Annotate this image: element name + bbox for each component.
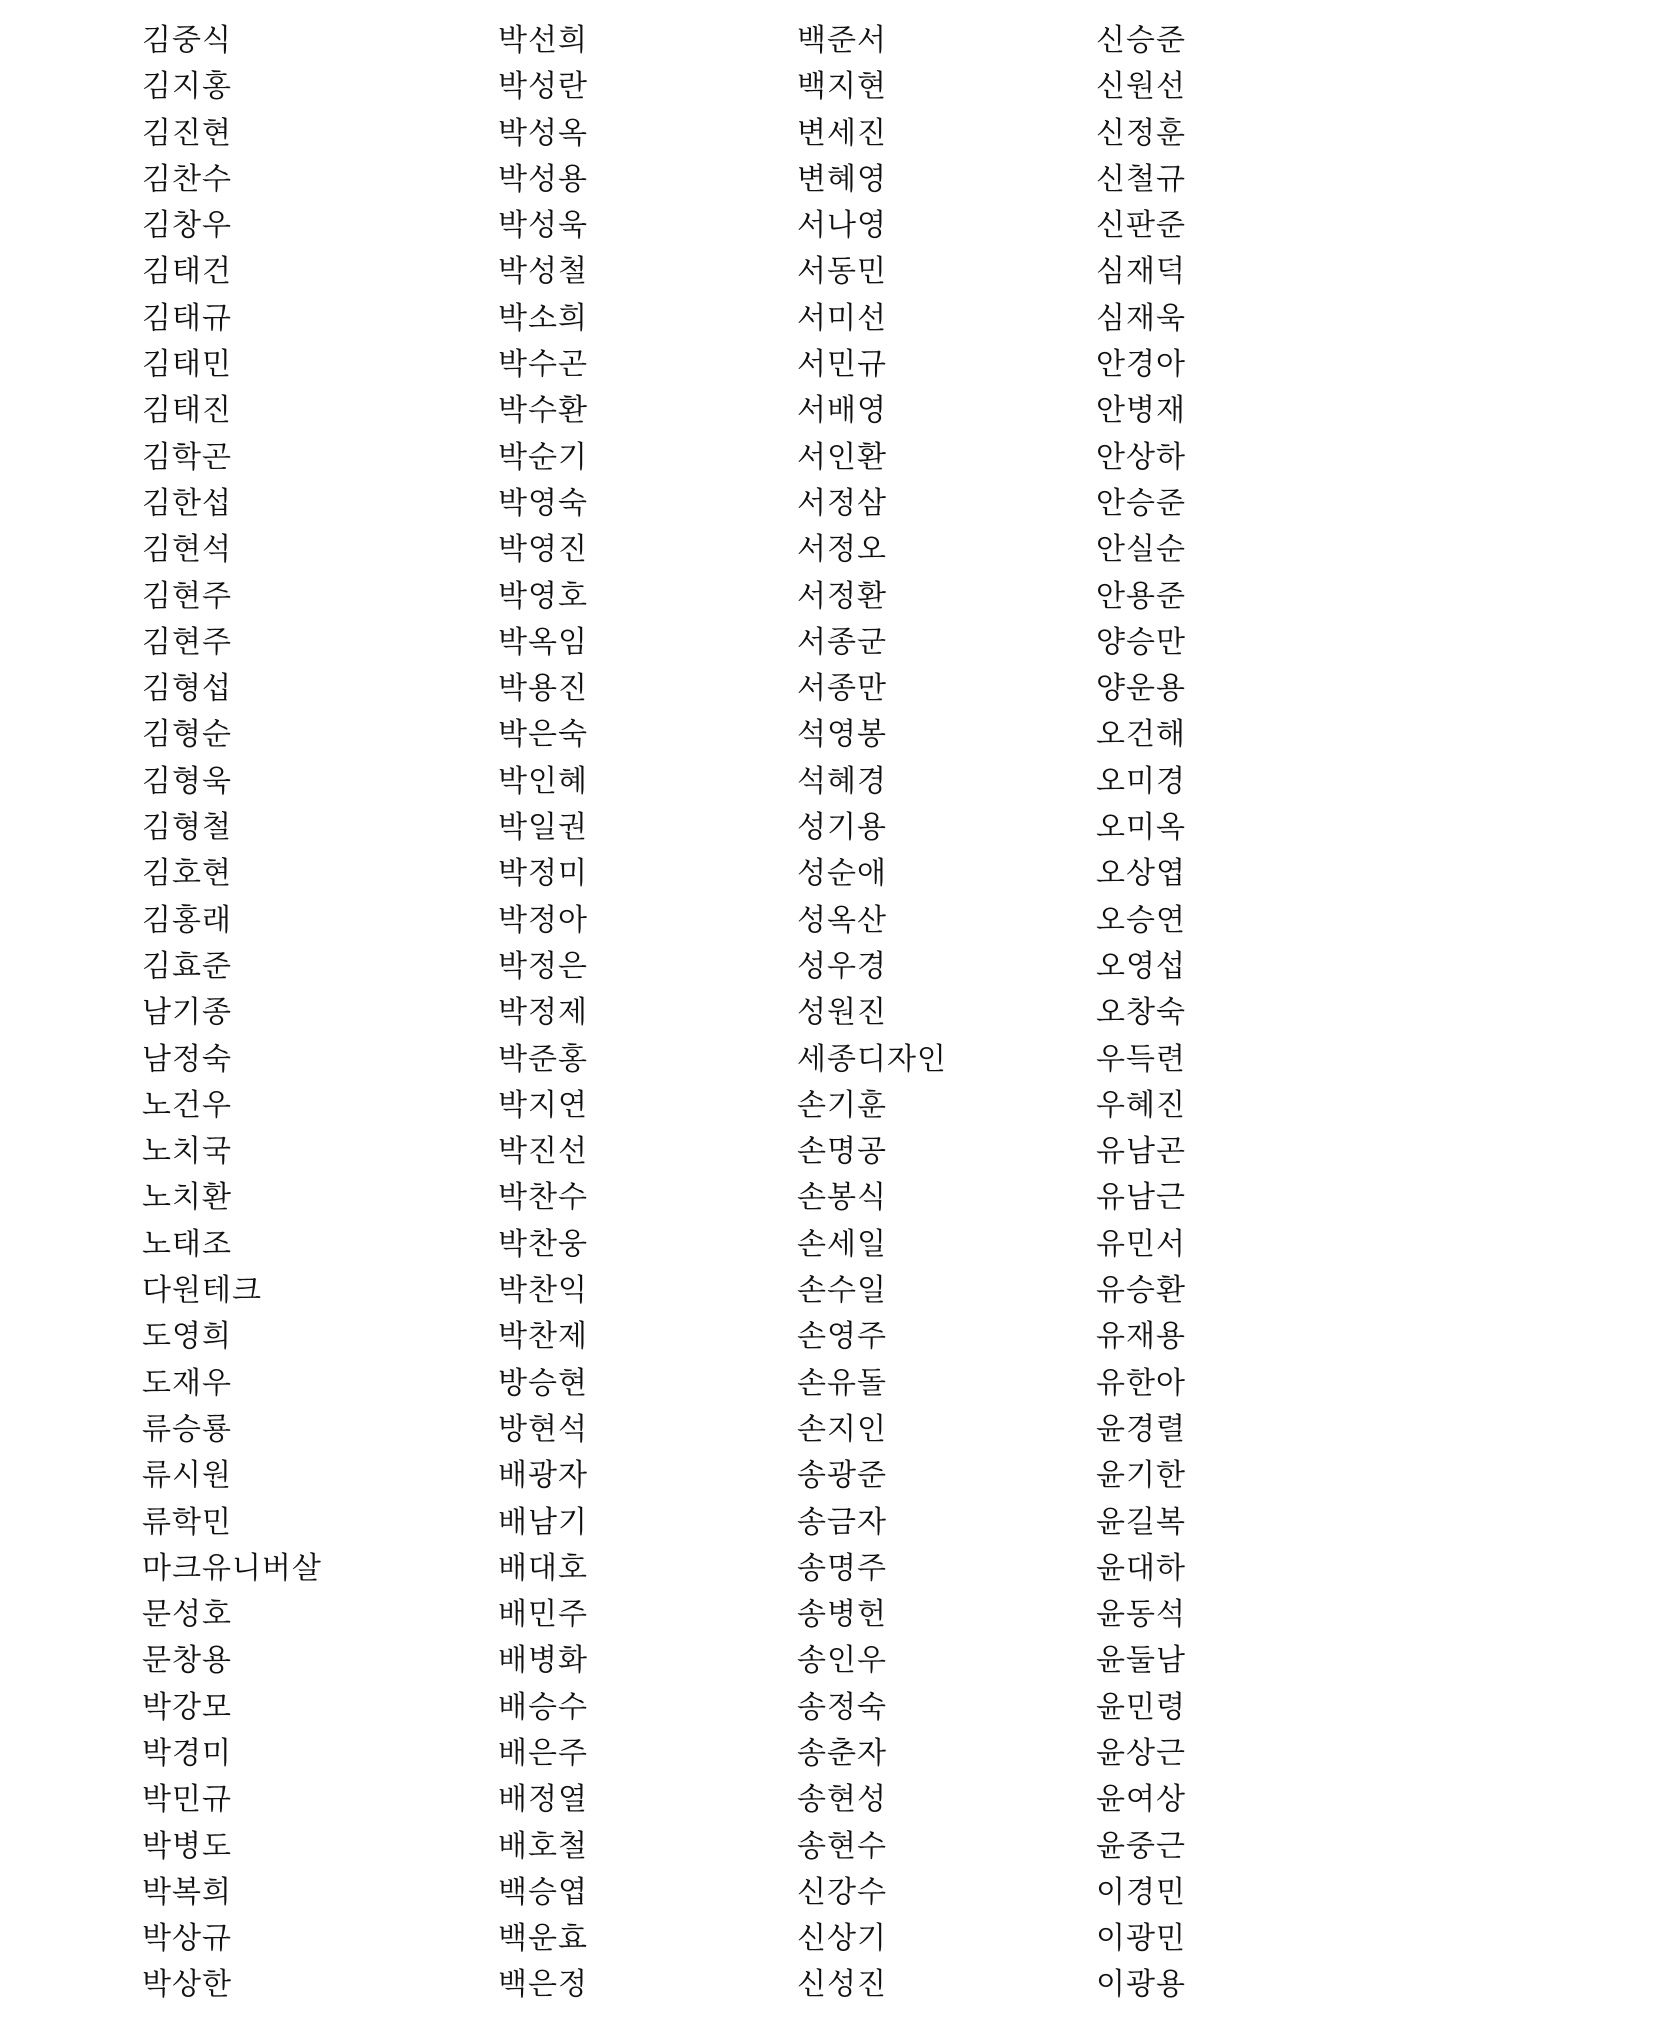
name-entry: 박선희 xyxy=(498,23,588,58)
name-entry: 유민서 xyxy=(1096,1226,1186,1262)
name-entry: 김현석 xyxy=(142,532,232,568)
name-entry: 서배영 xyxy=(797,393,887,429)
name-column-4 xyxy=(1096,18,1186,2009)
name-entry: 양운용 xyxy=(1096,671,1186,707)
name-entry: 신성진 xyxy=(797,1967,887,2003)
name-entry: 유남곤 xyxy=(1096,1134,1186,1170)
name-entry: 안실순 xyxy=(1096,532,1186,568)
name-entry: 신상기 xyxy=(797,1921,887,1957)
name-entry: 백준서 xyxy=(797,23,887,58)
name-entry: 서종만 xyxy=(797,671,887,707)
name-entry: 이광용 xyxy=(1096,1967,1186,2003)
name-entry: 윤길복 xyxy=(1096,1504,1186,1540)
name-entry: 박정아 xyxy=(498,902,588,938)
name-entry: 김학곤 xyxy=(142,439,232,475)
name-entry: 송명주 xyxy=(797,1550,887,1586)
name-entry: 도영희 xyxy=(142,1319,232,1355)
name-entry: 박성옥 xyxy=(498,115,588,151)
name-entry: 윤여상 xyxy=(1096,1782,1186,1818)
name-entry: 윤대하 xyxy=(1096,1550,1186,1586)
name-entry: 서동민 xyxy=(797,254,887,290)
name-entry: 박순기 xyxy=(498,439,588,475)
name-entry: 김현주 xyxy=(142,578,232,614)
name-entry: 우혜진 xyxy=(1096,1087,1186,1123)
name-entry: 우득련 xyxy=(1096,1041,1186,1077)
name-entry: 손명공 xyxy=(797,1134,887,1170)
name-entry: 성기용 xyxy=(797,810,887,846)
name-entry: 김태진 xyxy=(142,393,232,429)
name-entry: 안경아 xyxy=(1096,347,1186,383)
name-entry: 유한아 xyxy=(1096,1365,1186,1401)
name-entry: 유승환 xyxy=(1096,1273,1186,1309)
name-entry: 석혜경 xyxy=(797,763,887,799)
name-entry: 서미선 xyxy=(797,300,887,336)
name-entry: 손영주 xyxy=(797,1319,887,1355)
name-entry: 윤둘남 xyxy=(1096,1643,1186,1679)
name-entry: 김형순 xyxy=(142,717,232,753)
name-entry: 김홍래 xyxy=(142,902,232,938)
name-entry: 오창숙 xyxy=(1096,995,1186,1031)
name-entry: 심재덕 xyxy=(1096,254,1186,290)
name-entry: 배병화 xyxy=(498,1643,588,1679)
name-entry: 박복희 xyxy=(142,1874,232,1910)
name-entry: 류시원 xyxy=(142,1458,232,1494)
name-entry: 다원테크 xyxy=(142,1273,262,1309)
name-entry: 박병도 xyxy=(142,1828,232,1864)
name-entry: 서인환 xyxy=(797,439,887,475)
name-entry: 석영봉 xyxy=(797,717,887,753)
name-entry: 윤민령 xyxy=(1096,1689,1186,1725)
name-entry: 유남근 xyxy=(1096,1180,1186,1216)
name-entry: 윤상근 xyxy=(1096,1735,1186,1771)
name-entry: 박정은 xyxy=(498,948,588,984)
name-entry: 유재용 xyxy=(1096,1319,1186,1355)
name-entry: 성우경 xyxy=(797,948,887,984)
name-entry: 송현수 xyxy=(797,1828,887,1864)
name-entry: 세종디자인 xyxy=(797,1041,947,1077)
name-entry: 박찬제 xyxy=(498,1319,588,1355)
name-entry: 손수일 xyxy=(797,1273,887,1309)
name-entry: 박은숙 xyxy=(498,717,588,753)
name-entry: 박성란 xyxy=(498,69,588,105)
name-entry: 김태민 xyxy=(142,347,232,383)
name-entry: 박용진 xyxy=(498,671,588,707)
name-entry: 성옥산 xyxy=(797,902,887,938)
name-entry: 안상하 xyxy=(1096,439,1186,475)
name-entry: 박정미 xyxy=(498,856,588,892)
name-entry: 김중식 xyxy=(142,23,232,58)
name-entry: 오미경 xyxy=(1096,763,1186,799)
name-entry: 박민규 xyxy=(142,1782,232,1818)
name-entry: 김호현 xyxy=(142,856,232,892)
name-entry: 송정숙 xyxy=(797,1689,887,1725)
name-entry: 김태건 xyxy=(142,254,232,290)
name-entry: 송금자 xyxy=(797,1504,887,1540)
name-entry: 서정삼 xyxy=(797,485,887,521)
name-entry: 손유돌 xyxy=(797,1365,887,1401)
name-entry: 노치환 xyxy=(142,1180,232,1216)
name-entry: 배은주 xyxy=(498,1735,588,1771)
name-entry: 김형섭 xyxy=(142,671,232,707)
name-entry: 오미옥 xyxy=(1096,810,1186,846)
name-entry: 서종군 xyxy=(797,624,887,660)
name-entry: 송현성 xyxy=(797,1782,887,1818)
name-entry: 배대호 xyxy=(498,1550,588,1586)
name-entry: 김현주 xyxy=(142,624,232,660)
name-entry: 박성철 xyxy=(498,254,588,290)
name-entry: 윤경렬 xyxy=(1096,1411,1186,1447)
name-entry: 안병재 xyxy=(1096,393,1186,429)
name-entry: 배남기 xyxy=(498,1504,588,1540)
name-entry: 서민규 xyxy=(797,347,887,383)
name-entry: 도재우 xyxy=(142,1365,232,1401)
name-entry: 양승만 xyxy=(1096,624,1186,660)
name-entry: 배광자 xyxy=(498,1458,588,1494)
name-entry: 서정오 xyxy=(797,532,887,568)
name-entry: 백은정 xyxy=(498,1967,588,2003)
name-entry: 심재욱 xyxy=(1096,300,1186,336)
name-entry: 배호철 xyxy=(498,1828,588,1864)
name-entry: 오승연 xyxy=(1096,902,1186,938)
name-entry: 이경민 xyxy=(1096,1874,1186,1910)
name-entry: 방승현 xyxy=(498,1365,588,1401)
name-entry: 박수환 xyxy=(498,393,588,429)
name-entry: 김태규 xyxy=(142,300,232,336)
name-entry: 신철규 xyxy=(1096,161,1186,197)
name-entry: 박찬익 xyxy=(498,1273,588,1309)
name-entry: 박강모 xyxy=(142,1689,232,1725)
name-entry: 박인혜 xyxy=(498,763,588,799)
name-entry: 변세진 xyxy=(797,115,887,151)
name-entry: 박정제 xyxy=(498,995,588,1031)
name-entry: 김지홍 xyxy=(142,69,232,105)
name-entry: 성순애 xyxy=(797,856,887,892)
name-entry: 박상규 xyxy=(142,1921,232,1957)
name-entry: 손세일 xyxy=(797,1226,887,1262)
name-entry: 류승룡 xyxy=(142,1411,232,1447)
name-entry: 신승준 xyxy=(1096,23,1186,58)
name-entry: 신원선 xyxy=(1096,69,1186,105)
name-entry: 박소희 xyxy=(498,300,588,336)
name-entry: 신판준 xyxy=(1096,208,1186,244)
name-entry: 김효준 xyxy=(142,948,232,984)
name-entry: 박지연 xyxy=(498,1087,588,1123)
name-entry: 이광민 xyxy=(1096,1921,1186,1957)
name-entry: 윤동석 xyxy=(1096,1597,1186,1633)
name-entry: 마크유니버살 xyxy=(142,1550,322,1586)
name-entry: 배승수 xyxy=(498,1689,588,1725)
name-entry: 박성용 xyxy=(498,161,588,197)
name-entry: 노태조 xyxy=(142,1226,232,1262)
name-entry: 박경미 xyxy=(142,1735,232,1771)
name-entry: 오상엽 xyxy=(1096,856,1186,892)
name-entry: 안승준 xyxy=(1096,485,1186,521)
name-entry: 박영호 xyxy=(498,578,588,614)
name-entry: 박수곤 xyxy=(498,347,588,383)
name-entry: 김진현 xyxy=(142,115,232,151)
name-entry: 송춘자 xyxy=(797,1735,887,1771)
name-entry: 손기훈 xyxy=(797,1087,887,1123)
name-entry: 박영진 xyxy=(498,532,588,568)
name-entry: 윤중근 xyxy=(1096,1828,1186,1864)
name-entry: 김창우 xyxy=(142,208,232,244)
name-entry: 류학민 xyxy=(142,1504,232,1540)
name-entry: 노건우 xyxy=(142,1087,232,1123)
name-entry: 김찬수 xyxy=(142,161,232,197)
name-entry: 오건해 xyxy=(1096,717,1186,753)
name-column-2 xyxy=(498,18,588,2009)
name-entry: 신강수 xyxy=(797,1874,887,1910)
name-entry: 안용준 xyxy=(1096,578,1186,614)
name-entry: 손지인 xyxy=(797,1411,887,1447)
name-entry: 백지현 xyxy=(797,69,887,105)
name-entry: 윤기한 xyxy=(1096,1458,1186,1494)
name-entry: 박진선 xyxy=(498,1134,588,1170)
name-entry: 박찬웅 xyxy=(498,1226,588,1262)
name-entry: 송광준 xyxy=(797,1458,887,1494)
name-entry: 신정훈 xyxy=(1096,115,1186,151)
name-entry: 박일권 xyxy=(498,810,588,846)
name-entry: 성원진 xyxy=(797,995,887,1031)
name-entry: 박성욱 xyxy=(498,208,588,244)
name-entry: 남정숙 xyxy=(142,1041,232,1077)
name-entry: 배정열 xyxy=(498,1782,588,1818)
name-entry: 서나영 xyxy=(797,208,887,244)
name-entry: 박옥임 xyxy=(498,624,588,660)
name-entry: 오영섭 xyxy=(1096,948,1186,984)
name-entry: 백운효 xyxy=(498,1921,588,1957)
name-entry: 김형철 xyxy=(142,810,232,846)
name-entry: 박찬수 xyxy=(498,1180,588,1216)
name-entry: 송인우 xyxy=(797,1643,887,1679)
name-entry: 김한섭 xyxy=(142,485,232,521)
name-entry: 노치국 xyxy=(142,1134,232,1170)
name-column-1 xyxy=(142,18,322,2009)
name-entry: 문성호 xyxy=(142,1597,232,1633)
name-entry: 변혜영 xyxy=(797,161,887,197)
name-entry: 손봉식 xyxy=(797,1180,887,1216)
name-entry: 김형욱 xyxy=(142,763,232,799)
name-entry: 방현석 xyxy=(498,1411,588,1447)
name-entry: 박준홍 xyxy=(498,1041,588,1077)
name-entry: 박영숙 xyxy=(498,485,588,521)
name-entry: 서정환 xyxy=(797,578,887,614)
name-entry: 박상한 xyxy=(142,1967,232,2003)
name-entry: 백승엽 xyxy=(498,1874,588,1910)
name-entry: 남기종 xyxy=(142,995,232,1031)
name-entry: 배민주 xyxy=(498,1597,588,1633)
name-column-3 xyxy=(797,18,947,2009)
name-entry: 송병헌 xyxy=(797,1597,887,1633)
name-entry: 문창용 xyxy=(142,1643,232,1679)
